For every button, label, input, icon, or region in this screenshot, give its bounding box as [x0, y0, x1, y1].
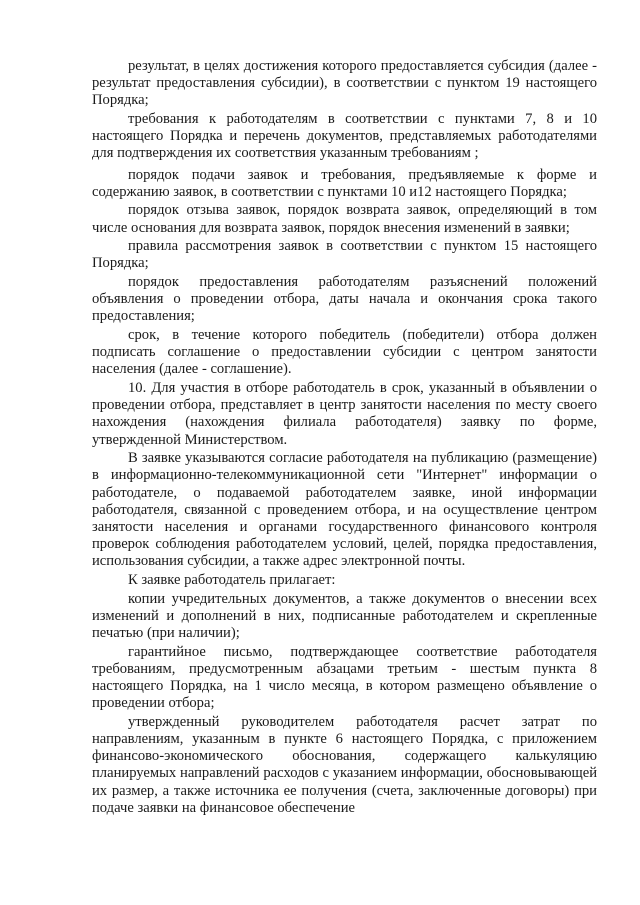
paragraph-application-withdrawal: порядок отзыва заявок, порядок возврата заявок, определяющий в том числе основания для возврата заявок, порядок внесения изменений в заявки;	[92, 202, 597, 236]
paragraph-review-rules: правила рассмотрения заявок в соответствии с пунктом 15 настоящего Порядка;	[92, 238, 597, 272]
paragraph-clarifications: порядок предоставления работодателям разъяснений положений объявления о проведении отбора, даты начала и окончания срока такого предоставления;	[92, 274, 597, 325]
paragraph-agreement-deadline: срок, в течение которого победитель (победители) отбора должен подписать соглашение о предоставлении субсидии с центром занятости населения (далее - соглашение).	[92, 327, 597, 378]
paragraph-employer-requirements: требования к работодателям в соответствии с пунктами 7, 8 и 10 настоящего Порядка и перечень документов, представляемых работодателями для подтверждения их соответствия указанным требованиям ;	[92, 111, 597, 162]
paragraph-founding-documents: копии учредительных документов, а также документов о внесении всех изменений и дополнений в них, подписанные работодателем и скрепленные печатью (при наличии);	[92, 590, 597, 642]
paragraph-attachments-intro: К заявке работодатель прилагает:	[128, 572, 336, 589]
paragraph-guarantee-letter: гарантийное письмо, подтверждающее соответствие работодателя требованиям, предусмотренным абзацами третьим - шестым пункта 8 настоящего Порядка, на 1 число месяца, в котором размещено объявление о проведении отбора;	[92, 643, 597, 712]
paragraph-application-submission: порядок подачи заявок и требования, предъявляемые к форме и содержанию заявок, в соответствии с пунктами 10 и12 настоящего Порядка;	[92, 166, 597, 200]
paragraph-cost-calculation: утвержденный руководителем работодателя расчет затрат по направлениям, указанным в пункте 6 настоящего Порядка, с приложением финансово-экономического обоснования, содержащего калькуляцию планируемых направлений расходов с указанием информации, обосновывающей их размер, а также источника ее получения (счета, заключенные договоры) при подаче заявки на финансовое обеспечение	[92, 713, 597, 816]
document-body	[92, 58, 597, 818]
paragraph-section-10: 10. Для участия в отборе работодатель в срок, указанный в объявлении о проведении отбора, представляет в центр занятости населения по месту своего нахождения (нахождения филиала работодателя) заявку по форме, утвержденной Министерством.	[92, 380, 597, 448]
paragraph-result: результат, в целях достижения которого предоставляется субсидия (далее - результат предоставления субсидии), в соответствии с пунктом 19 настоящего Порядка;	[92, 58, 597, 109]
paragraph-application-consent: В заявке указываются согласие работодателя на публикацию (размещение) в информационно-телекоммуникационной сети "Интернет" информации о работодателе, о подаваемой работодателем заявке, иной информации работодателя, связанной с проведением отбора, и на осуществление центром занятости населения и органами государственного финансового контроля проверок соблюдения работодателем условий, целей, порядка предоставления, использования субсидии, а также адрес электронной почты.	[92, 450, 597, 570]
